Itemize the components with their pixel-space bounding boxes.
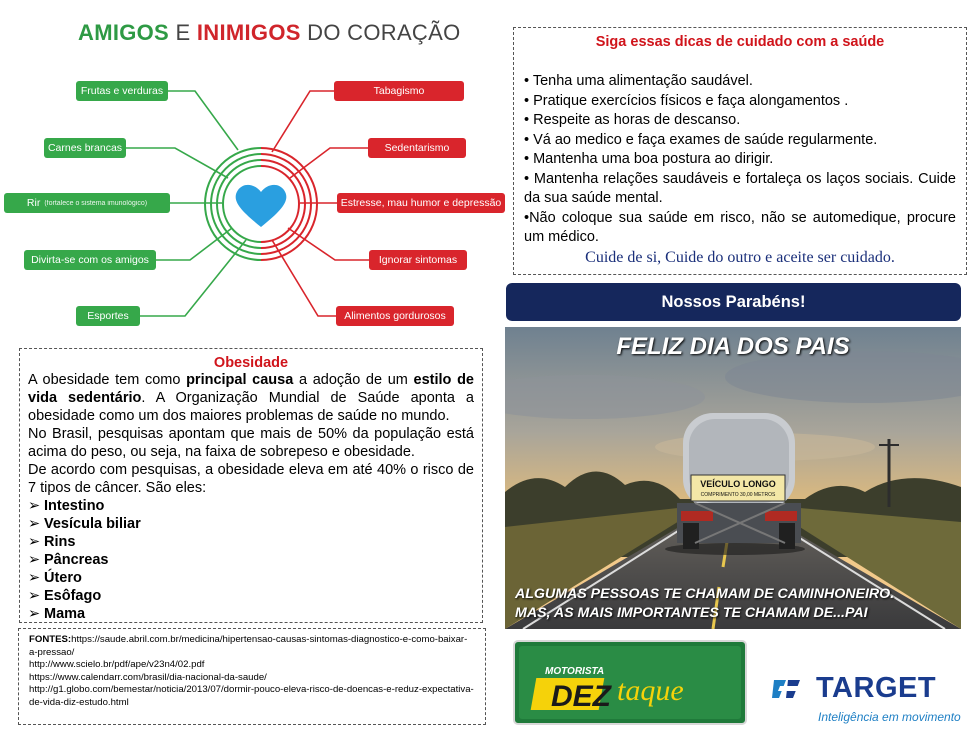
target-name: TARGET (816, 672, 937, 704)
diagram-connectors (0, 0, 510, 335)
fathers-day-photo (505, 327, 961, 629)
sign-dez-text: DEZ (551, 680, 611, 713)
tip-item: • Tenha uma alimentação saudável. (524, 73, 753, 89)
truck-sign-line2: COMPRIMENTO 30,00 METROS (700, 492, 776, 498)
friend-fruits: Frutas e verduras (76, 81, 168, 101)
congrats-banner (506, 283, 961, 321)
target-slogan: Inteligência em movimento (818, 710, 961, 724)
tips-list (524, 72, 956, 248)
enemy-smoking: Tabagismo (334, 81, 464, 101)
cancer-item: ➢ Esôfago (28, 588, 102, 604)
tagline-line2: MAS, AS MAIS IMPORTANTES TE CHAMAM DE...PAI (515, 605, 868, 621)
motorista-dez-taque-logo (513, 640, 747, 725)
tips-title: Siga essas dicas de cuidado com a saúde (595, 34, 885, 50)
fathers-day-tagline (515, 585, 894, 623)
enemy-ignore-symptoms: Ignorar sintomas (369, 250, 467, 270)
source-link[interactable]: https://saude.abril.com.br/medicina/hipertensao-causas-sintomas-diagnostico-e-como-baixar-a-pressao/ (29, 634, 468, 658)
sign-taque-text: taque (617, 674, 684, 707)
tip-item: • Mantenha relações saudáveis e fortaleça os laços sociais. Cuide da sua saúde mental. (524, 170, 956, 206)
cancer-item: ➢ Intestino (28, 498, 105, 514)
source-link[interactable]: https://www.calendarr.com/brasil/dia-nacional-da-saude/ (29, 671, 267, 683)
heart-diagram (0, 0, 510, 335)
source-link[interactable]: http://www.scielo.br/pdf/ape/v23n4/02.pdf (29, 659, 205, 671)
cancer-item: ➢ Vesícula biliar (28, 516, 141, 532)
tagline-line1: ALGUMAS PESSOAS TE CHAMAM DE CAMINHONEIRO. (515, 586, 895, 602)
banner-text: Nossos Parabéns! (661, 292, 806, 311)
obesity-box (19, 348, 483, 623)
tip-item: • Pratique exercícios físicos e faça alongamentos . (524, 92, 849, 109)
enemy-sedentary: Sedentarismo (368, 138, 466, 158)
fathers-day-headline: FELIZ DIA DOS PAIS (616, 333, 850, 360)
enemy-stress: Estresse, mau humor e depressão (337, 193, 505, 213)
obesity-paragraph-1: A obesidade tem como principal causa a adoção de um estilo de vida sedentário. A Organização Mundial de Saúde aponta a obesidade como um dos maiores problemas de saúde no mundo. (28, 372, 474, 424)
cancer-list (28, 497, 474, 623)
sources-box (18, 628, 486, 725)
health-tips-box (513, 27, 967, 275)
source-link[interactable]: http://g1.globo.com/bemestar/noticia/2013/07/dormir-pouco-eleva-risco-de-doencas-e-reduz-expectativa-de-vida-diz-estudo.html (29, 684, 474, 708)
sign-small-text: MOTORISTA (545, 666, 605, 677)
cancer-item: ➢ Mama (28, 606, 86, 622)
cancer-item: ➢ Pâncreas (28, 552, 109, 568)
tips-closing: Cuide de si, Cuide do outro e aceite ser cuidado. (585, 248, 895, 266)
sources-label: FONTES: (29, 634, 72, 645)
title-e: E (175, 20, 191, 45)
truck-sign-line1: VEÍCULO LONGO (700, 479, 776, 489)
friend-sports: Esportes (76, 306, 140, 326)
obesity-title: Obesidade (213, 355, 289, 371)
title-inimigos: INIMIGOS (196, 20, 301, 45)
tip-item: • Vá ao medico e faça exames de saúde regularmente. (524, 131, 878, 148)
cancer-item: ➢ Útero (28, 570, 82, 586)
target-mark-icon (770, 674, 812, 704)
friend-laugh: Rir (fortalece o sistema imunológico) (4, 193, 170, 213)
title-coracao: DO CORAÇÃO (307, 20, 461, 45)
friend-white-meat: Carnes brancas (44, 138, 126, 158)
obesity-paragraph-2: No Brasil, pesquisas apontam que mais de 50% da população está acima do peso, ou seja, na faixa de sobrepeso e obesidade. (28, 426, 474, 460)
cancer-item: ➢ Rins (28, 534, 76, 550)
tip-item: • Mantenha uma boa postura ao dirigir. (524, 151, 774, 167)
obesity-paragraph-3: De acordo com pesquisas, a obesidade eleva em até 40% o risco de 7 tipos de câncer. São eles: (28, 462, 474, 496)
enemy-fatty-food: Alimentos gordurosos (336, 306, 454, 326)
friend-have-fun: Divirta-se com os amigos (24, 250, 156, 270)
tip-item: • Respeite as horas de descanso. (524, 112, 741, 128)
truck-road-illustration (505, 327, 961, 629)
title-amigos: AMIGOS (78, 20, 170, 45)
tip-item: •Não coloque sua saúde em risco, não se automedique, procure um médico. (524, 209, 956, 245)
target-logo (770, 670, 960, 730)
